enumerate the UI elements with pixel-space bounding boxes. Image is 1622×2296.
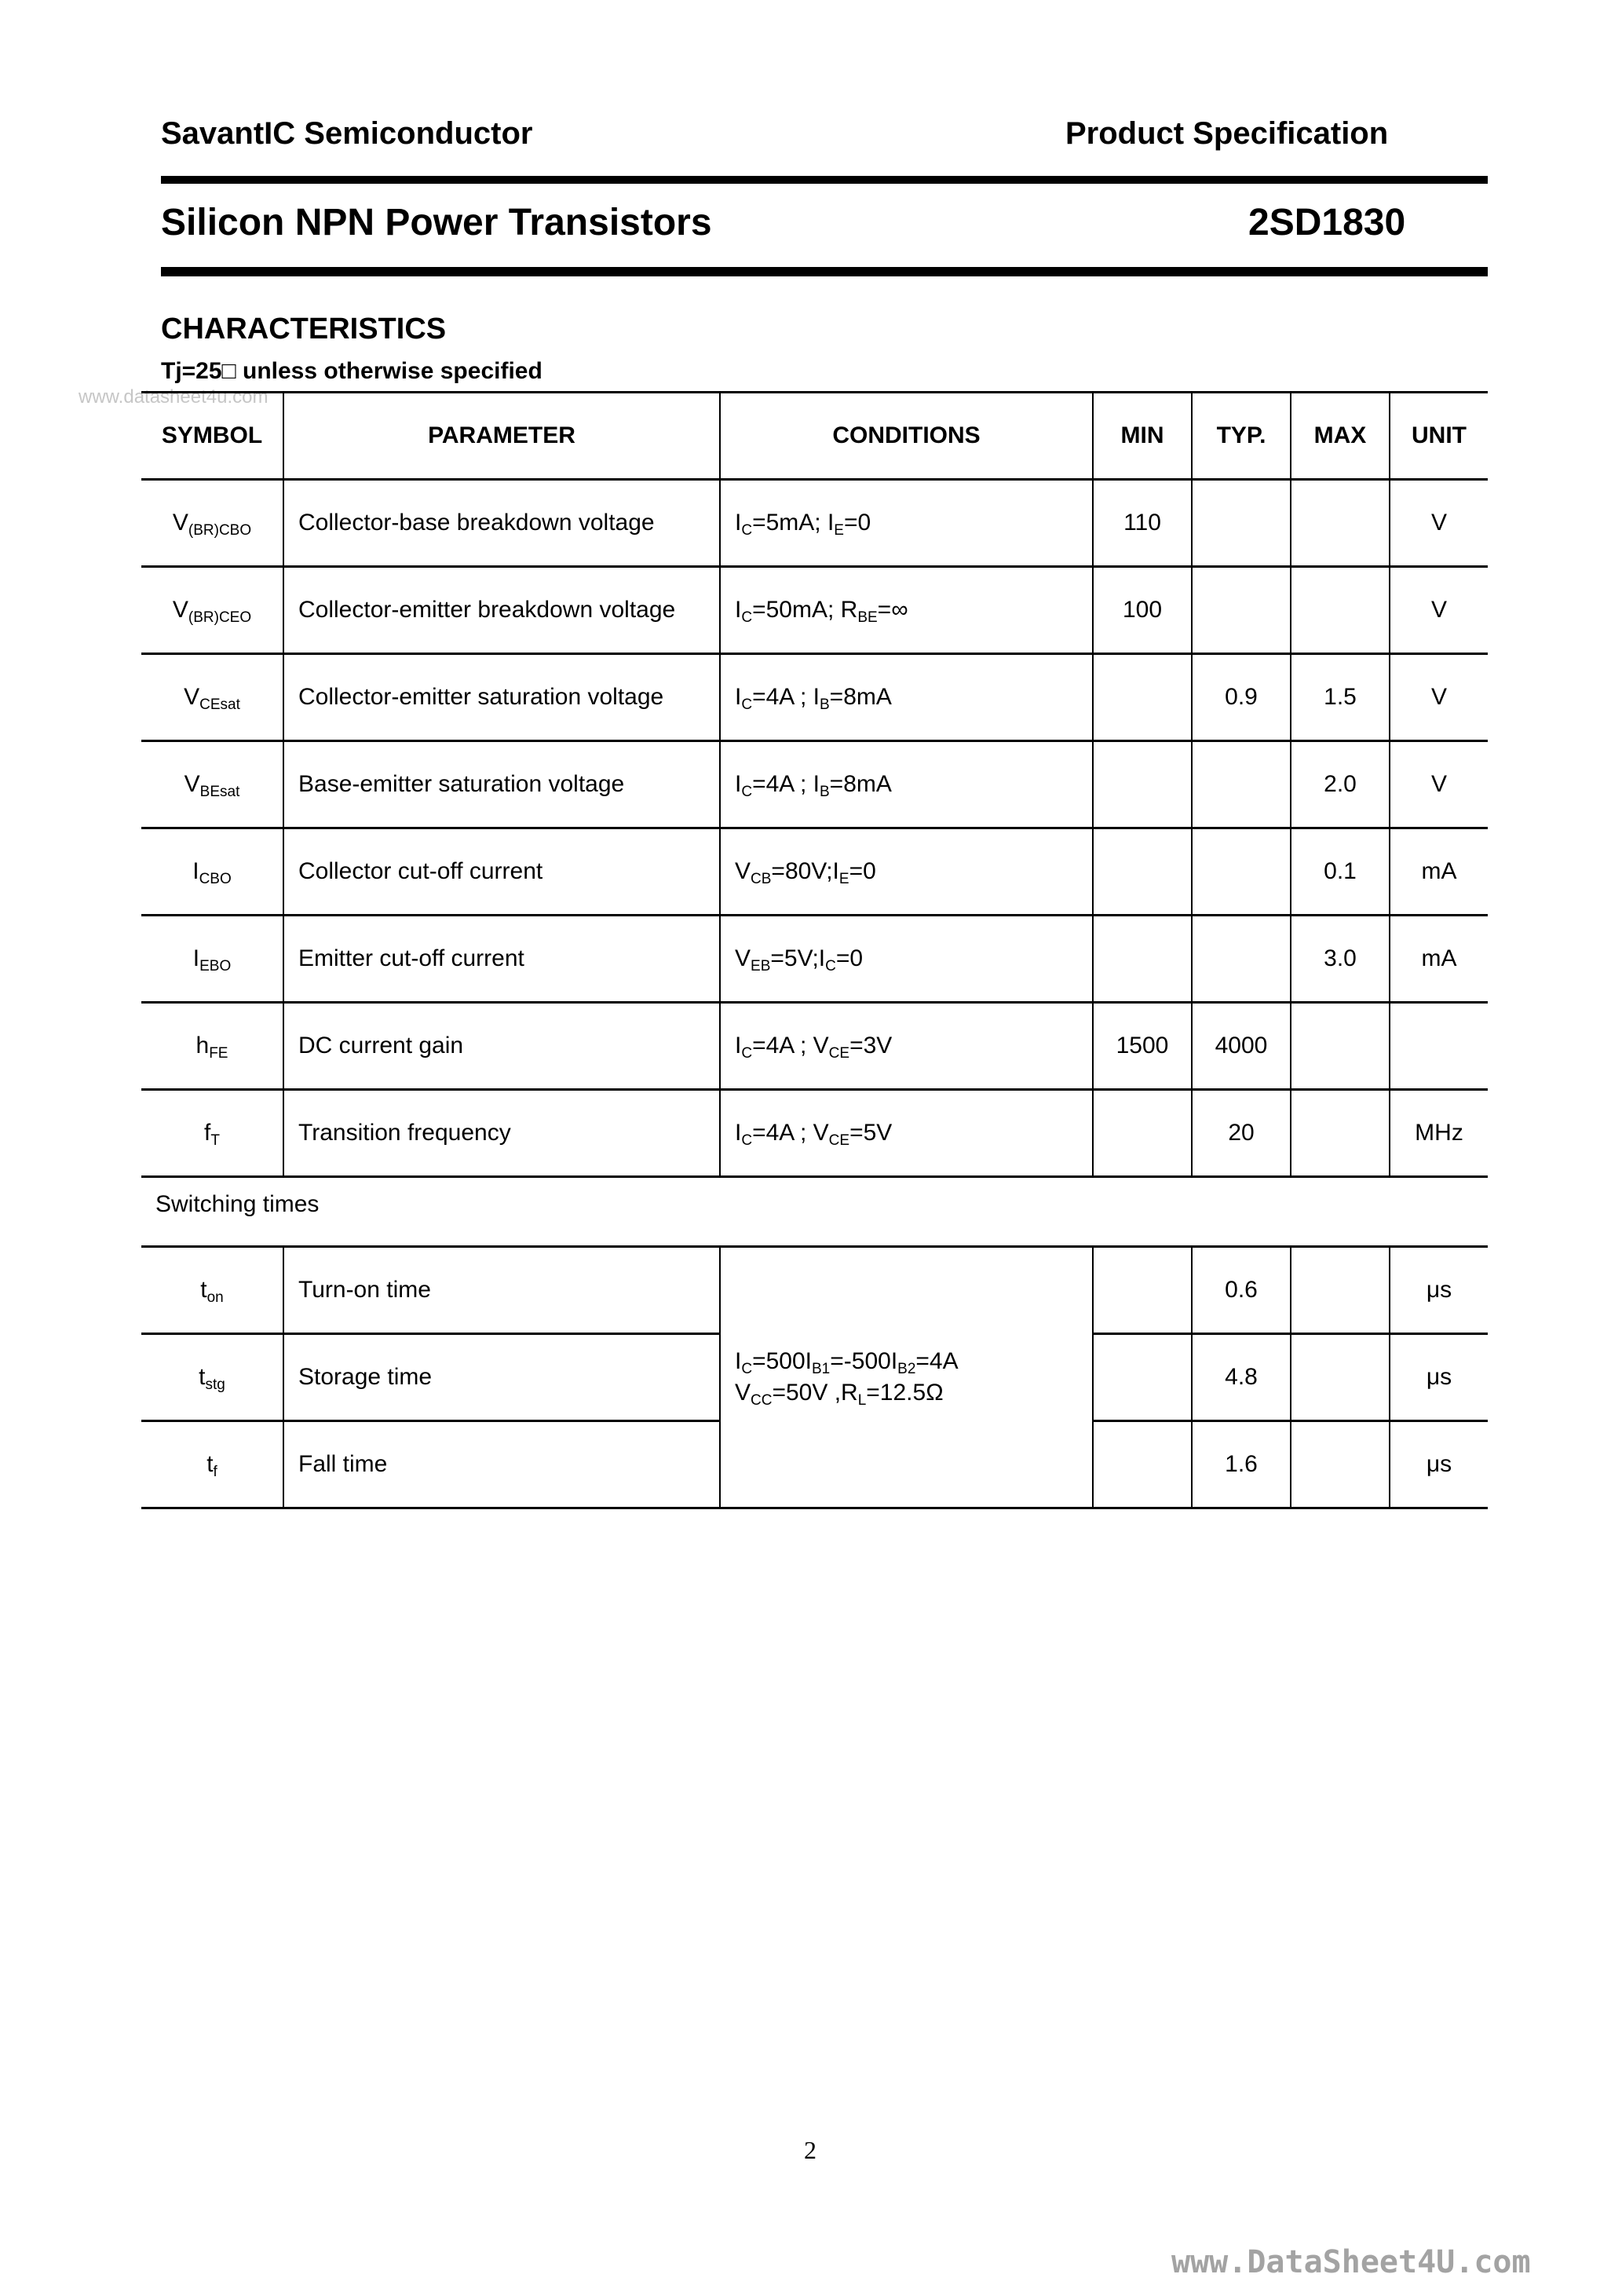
condition-text: =∞: [877, 597, 908, 623]
typ-cell: [1192, 1090, 1291, 1177]
table-row: [141, 480, 1488, 567]
min-cell: [1093, 567, 1192, 654]
symbol-cell: [141, 567, 283, 654]
unit-cell: [1390, 1334, 1488, 1421]
max-cell: [1291, 654, 1390, 741]
symbol-text: t: [206, 1451, 214, 1477]
typ-cell: [1192, 741, 1291, 828]
symbol-text: V: [184, 771, 200, 797]
condition-text: I: [735, 510, 742, 536]
header-unit: UNIT: [1390, 393, 1488, 480]
parameter-cell-value: Collector-emitter breakdown voltage: [298, 597, 676, 623]
condition-subscript: B2: [897, 1361, 916, 1377]
header-parameter: PARAMETER: [283, 393, 720, 480]
condition-subscript: C: [825, 958, 836, 974]
table-row: [141, 1247, 1488, 1334]
symbol-subscript: stg: [205, 1377, 225, 1393]
condition-text: =50mA; R: [752, 597, 858, 623]
max-cell: [1291, 567, 1390, 654]
parameter-cell: [283, 654, 720, 741]
condition-note: Tj=25□ unless otherwise specified: [161, 358, 542, 384]
unit-cell: [1390, 1421, 1488, 1508]
parameter-cell: [283, 1334, 720, 1421]
condition-text: =4A ; V: [752, 1120, 829, 1146]
condition-subscript: B: [819, 784, 830, 800]
max-cell-value: 3.0: [1324, 945, 1357, 971]
min-cell: [1093, 916, 1192, 1003]
typ-cell-value: 1.6: [1225, 1451, 1258, 1477]
unit-cell-value: V: [1430, 597, 1447, 623]
max-cell: [1291, 1090, 1390, 1177]
switching-table-body: [141, 1247, 1488, 1508]
table-row: [141, 828, 1488, 916]
table-row: [141, 1090, 1488, 1177]
condition-text: I: [735, 1033, 742, 1058]
conditions-cell: [720, 480, 1093, 567]
condition-subscript: L: [857, 1392, 867, 1409]
parameter-cell: [283, 741, 720, 828]
condition-text: =500I: [752, 1348, 812, 1374]
condition-text: =5mA; I: [752, 510, 835, 536]
min-cell-value: 1500: [1116, 1033, 1169, 1058]
typ-cell: [1192, 1003, 1291, 1090]
symbol-text: h: [195, 1033, 210, 1058]
symbol-text: V: [184, 684, 200, 710]
unit-cell: [1390, 741, 1488, 828]
typ-cell: [1192, 654, 1291, 741]
condition-text: I: [735, 684, 742, 710]
symbol-text: V: [172, 510, 188, 536]
characteristics-table-body: [141, 480, 1488, 1177]
condition-subscript: C: [741, 609, 753, 626]
unit-cell: [1390, 1090, 1488, 1177]
min-cell: [1093, 654, 1192, 741]
typ-cell-value: 0.6: [1225, 1277, 1258, 1303]
condition-text: =0: [843, 510, 871, 536]
condition-text: =5V;I: [770, 945, 826, 971]
symbol-text: I: [192, 945, 200, 971]
condition-text: V: [735, 1380, 751, 1406]
conditions-cell: [720, 741, 1093, 828]
table-row: [141, 654, 1488, 741]
condition-subscript: BE: [857, 609, 878, 626]
symbol-subscript: CEsat: [199, 696, 240, 713]
condition-text: =50V ,R: [772, 1380, 858, 1406]
symbol-subscript: f: [213, 1464, 217, 1480]
condition-subscript: EB: [751, 958, 771, 974]
typ-cell: [1192, 1421, 1291, 1508]
max-cell: [1291, 1247, 1390, 1334]
product-title: Silicon NPN Power Transistors: [161, 202, 712, 243]
typ-cell: [1192, 480, 1291, 567]
condition-text: V: [735, 858, 751, 884]
condition-text: I: [735, 1120, 742, 1146]
symbol-cell: [141, 1247, 283, 1334]
symbol-text: I: [192, 858, 199, 884]
symbol-cell: [141, 1334, 283, 1421]
condition-text: =8mA: [829, 771, 892, 797]
table-row: [141, 1003, 1488, 1090]
header-top-rule: [161, 176, 1488, 184]
table-row: [141, 916, 1488, 1003]
condition-text: =0: [849, 858, 876, 884]
condition-subscript: CE: [828, 1132, 850, 1149]
condition-text: =4A ; V: [752, 1033, 829, 1058]
conditions-cell: [720, 916, 1093, 1003]
switching-conditions-cell: [720, 1247, 1093, 1508]
symbol-text: t: [199, 1364, 206, 1390]
conditions-cell: [720, 1090, 1093, 1177]
typ-cell-value: 4.8: [1225, 1364, 1258, 1390]
parameter-cell-value: Storage time: [298, 1364, 433, 1390]
unit-cell: [1390, 1247, 1488, 1334]
condition-subscript: C: [741, 696, 753, 713]
symbol-cell: [141, 480, 283, 567]
datasheet-watermark: www.DataSheet4U.com: [1171, 2244, 1531, 2280]
condition-text: =4A ; I: [752, 771, 820, 797]
condition-subscript: CC: [751, 1392, 773, 1409]
condition-subscript: CE: [828, 1045, 850, 1062]
conditions-cell: [720, 1003, 1093, 1090]
symbol-cell: [141, 1003, 283, 1090]
unit-cell-value: μs: [1426, 1364, 1452, 1390]
max-cell: [1291, 741, 1390, 828]
symbol-subscript: (BR)CBO: [188, 522, 252, 539]
min-cell: [1093, 741, 1192, 828]
condition-text: =-500I: [830, 1348, 898, 1374]
min-cell: [1093, 1334, 1192, 1421]
typ-cell: [1192, 567, 1291, 654]
symbol-subscript: BEsat: [199, 784, 240, 800]
symbol-subscript: (BR)CEO: [188, 609, 252, 626]
small-watermark: www.datasheet4u.com: [79, 386, 269, 408]
parameter-cell: [283, 916, 720, 1003]
table-header-row: [141, 393, 1488, 480]
unit-cell: [1390, 567, 1488, 654]
unit-cell-value: μs: [1426, 1451, 1452, 1477]
parameter-cell: [283, 1421, 720, 1508]
header-min: MIN: [1093, 393, 1192, 480]
table-row: [141, 567, 1488, 654]
conditions-cell: [720, 654, 1093, 741]
min-cell: [1093, 1003, 1192, 1090]
condition-text: =8mA: [829, 684, 892, 710]
condition-subscript: C: [741, 1361, 753, 1377]
symbol-cell: [141, 828, 283, 916]
parameter-cell-value: Emitter cut-off current: [298, 945, 524, 971]
symbol-cell: [141, 1421, 283, 1508]
condition-subscript: CB: [751, 871, 772, 887]
min-cell: [1093, 828, 1192, 916]
header-conditions: CONDITIONS: [720, 393, 1093, 480]
switching-times-label: Switching times: [155, 1191, 320, 1217]
parameter-cell-value: Transition frequency: [298, 1120, 511, 1146]
max-cell: [1291, 916, 1390, 1003]
part-number: 2SD1830: [1248, 202, 1406, 243]
condition-text: =3V: [849, 1033, 893, 1058]
table-row: [141, 741, 1488, 828]
unit-cell-value: V: [1430, 771, 1447, 797]
condition-text: =4A: [915, 1348, 959, 1374]
condition-text: I: [735, 597, 742, 623]
max-cell: [1291, 1003, 1390, 1090]
parameter-cell: [283, 1090, 720, 1177]
max-cell: [1291, 828, 1390, 916]
unit-cell: [1390, 916, 1488, 1003]
symbol-subscript: on: [206, 1289, 224, 1306]
max-cell: [1291, 1421, 1390, 1508]
unit-cell-value: mA: [1421, 858, 1457, 884]
condition-text: =0: [835, 945, 864, 971]
unit-cell: [1390, 1003, 1488, 1090]
parameter-cell-value: Collector cut-off current: [298, 858, 543, 884]
header-max: MAX: [1291, 393, 1390, 480]
unit-cell-value: μs: [1426, 1277, 1452, 1303]
header-symbol: SYMBOL: [141, 393, 283, 480]
condition-text: V: [735, 945, 751, 971]
symbol-subscript: CBO: [199, 871, 232, 887]
condition-subscript: C: [741, 1132, 753, 1149]
condition-subscript: B: [819, 696, 830, 713]
company-name: SavantIC Semiconductor: [161, 116, 533, 151]
unit-cell-value: mA: [1421, 945, 1457, 971]
symbol-cell: [141, 741, 283, 828]
symbol-text: t: [200, 1277, 207, 1303]
typ-cell-value: 0.9: [1225, 684, 1258, 710]
document-type: Product Specification: [1065, 116, 1389, 151]
condition-subscript: E: [834, 522, 844, 539]
condition-subscript: C: [741, 522, 753, 539]
unit-cell: [1390, 654, 1488, 741]
symbol-cell: [141, 1090, 283, 1177]
symbol-subscript: T: [210, 1132, 220, 1149]
condition-text: I: [735, 771, 742, 797]
section-title: CHARACTERISTICS: [161, 313, 447, 345]
page-number: 2: [804, 2136, 816, 2164]
condition-line-1: [735, 1346, 1092, 1377]
condition-text: =12.5Ω: [866, 1380, 944, 1406]
parameter-cell: [283, 1003, 720, 1090]
switching-table: [141, 1245, 1488, 1509]
unit-cell-value: V: [1430, 684, 1447, 710]
symbol-text: f: [204, 1120, 211, 1146]
max-cell-value: 2.0: [1324, 771, 1357, 797]
condition-subscript: B1: [812, 1361, 831, 1377]
typ-cell: [1192, 828, 1291, 916]
header-bottom-rule: [161, 267, 1488, 276]
conditions-cell: [720, 828, 1093, 916]
parameter-cell-value: Base-emitter saturation voltage: [298, 771, 625, 797]
min-cell-value: 110: [1123, 510, 1161, 536]
typ-cell-value: 20: [1228, 1120, 1255, 1146]
unit-cell-value: MHz: [1415, 1120, 1463, 1146]
parameter-cell-value: Collector-emitter saturation voltage: [298, 684, 664, 710]
typ-cell: [1192, 916, 1291, 1003]
condition-subscript: E: [838, 871, 849, 887]
min-cell: [1093, 1421, 1192, 1508]
max-cell-value: 1.5: [1324, 684, 1357, 710]
condition-text: =4A ; I: [752, 684, 820, 710]
unit-cell: [1390, 480, 1488, 567]
condition-text: =5V: [849, 1120, 893, 1146]
condition-text: =80V;I: [771, 858, 839, 884]
parameter-cell: [283, 567, 720, 654]
parameter-cell-value: Turn-on time: [298, 1277, 431, 1303]
condition-line-2: [735, 1377, 1092, 1409]
min-cell: [1093, 480, 1192, 567]
parameter-cell: [283, 1247, 720, 1334]
max-cell: [1291, 1334, 1390, 1421]
condition-subscript: C: [741, 784, 753, 800]
min-cell: [1093, 1247, 1192, 1334]
max-cell: [1291, 480, 1390, 567]
condition-text: I: [735, 1348, 742, 1374]
symbol-text: V: [172, 597, 188, 623]
parameter-cell-value: Fall time: [298, 1451, 388, 1477]
unit-cell: [1390, 828, 1488, 916]
parameter-cell-value: Collector-base breakdown voltage: [298, 510, 655, 536]
conditions-cell: [720, 567, 1093, 654]
characteristics-table: [141, 391, 1488, 1178]
typ-cell: [1192, 1247, 1291, 1334]
symbol-subscript: FE: [209, 1045, 228, 1062]
condition-subscript: C: [741, 1045, 753, 1062]
symbol-cell: [141, 654, 283, 741]
min-cell-value: 100: [1122, 597, 1163, 623]
parameter-cell: [283, 828, 720, 916]
min-cell: [1093, 1090, 1192, 1177]
parameter-cell: [283, 480, 720, 567]
symbol-subscript: EBO: [199, 958, 232, 974]
header-typ: TYP.: [1192, 393, 1291, 480]
unit-cell-value: V: [1430, 510, 1447, 536]
max-cell-value: 0.1: [1324, 858, 1357, 884]
parameter-cell-value: DC current gain: [298, 1033, 464, 1058]
typ-cell-value: 4000: [1215, 1033, 1268, 1058]
typ-cell: [1192, 1334, 1291, 1421]
symbol-cell: [141, 916, 283, 1003]
